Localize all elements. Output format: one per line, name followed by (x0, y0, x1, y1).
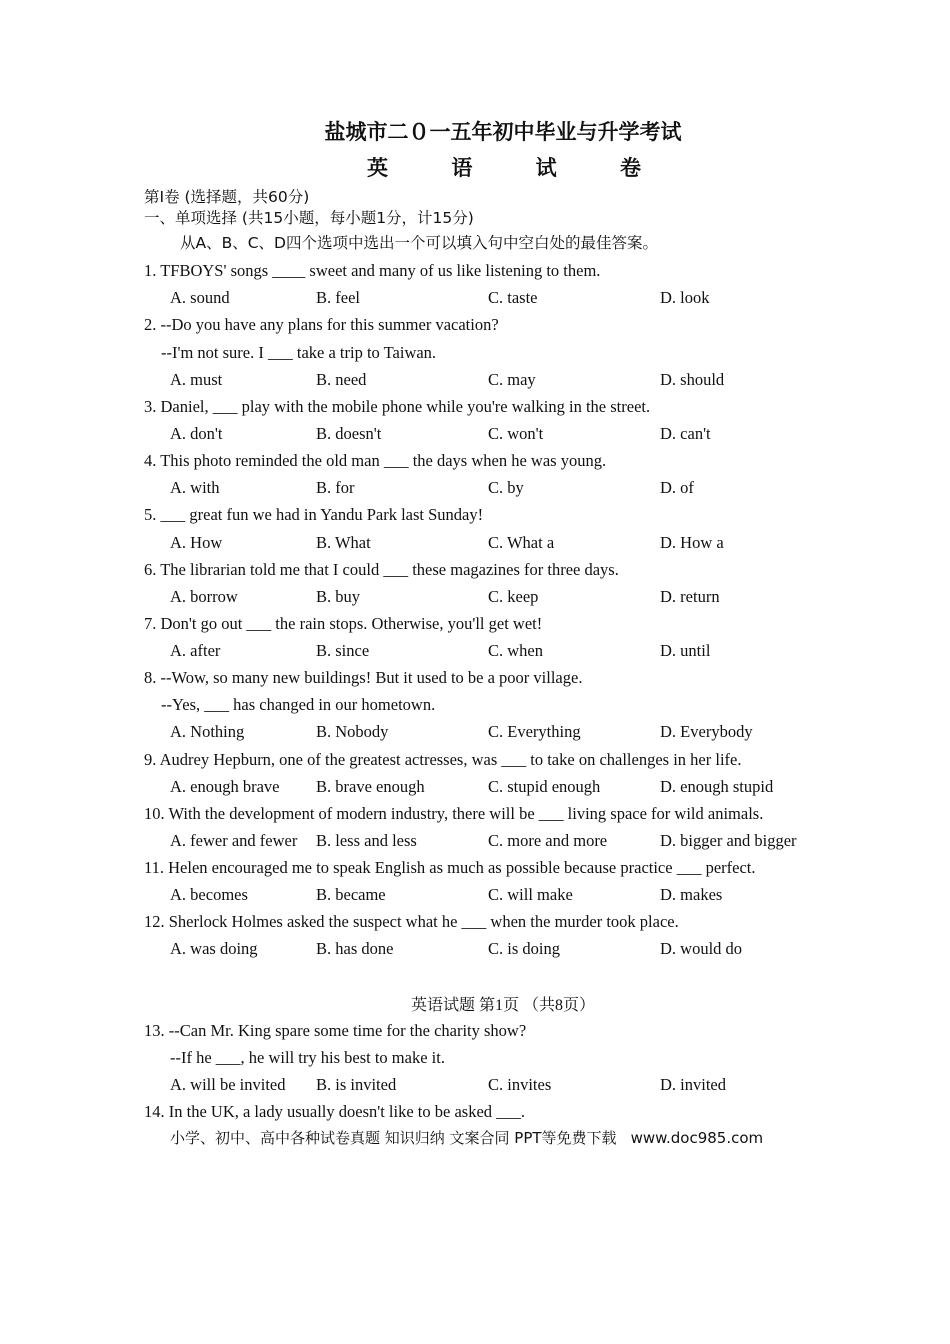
question-stem: 1. TFBOYS' songs ____ sweet and many of us like listening to them. (144, 261, 601, 280)
option-a: A. must (170, 370, 223, 389)
option-a: A. after (170, 641, 221, 660)
option-b: B. since (316, 641, 370, 660)
question-stem: 5. ___ great fun we had in Yandu Park last Sunday! (144, 505, 484, 524)
option-b: B. What (316, 533, 371, 552)
option-b: B. less and less (316, 831, 417, 850)
option-a: A. enough brave (170, 777, 280, 796)
option-d: D. makes (660, 885, 723, 904)
question-stem: 6. The librarian told me that I could ___ these magazines for three days. (144, 560, 619, 579)
question-stem: 11. Helen encouraged me to speak English as much as possible because practice ___ perfect. (144, 858, 756, 877)
option-d: D. invited (660, 1075, 726, 1094)
section-instruction: 从A、B、C、D四个选项中选出一个可以填入句中空白处的最佳答案。 (180, 234, 658, 252)
ad-url[interactable]: www.doc985.com (630, 1129, 764, 1147)
exam-title: 盐城市二０一五年初中毕业与升学考试 (324, 120, 682, 144)
question-stem: 14. In the UK, a lady usually doesn't like to be asked ___. (144, 1102, 526, 1121)
download-ad (170, 1127, 763, 1148)
option-a: A. sound (170, 288, 230, 307)
part-label: 第Ⅰ卷 (选择题，共60分) (144, 188, 310, 206)
option-c: C. taste (488, 288, 538, 307)
option-d: D. Everybody (660, 722, 753, 741)
exam-subtitle: 英 语 试 卷 (367, 156, 669, 180)
option-a: A. with (170, 478, 220, 497)
option-b: B. has done (316, 939, 394, 958)
option-c: C. What a (488, 533, 555, 552)
option-c: C. stupid enough (488, 777, 601, 796)
option-b: B. Nobody (316, 722, 389, 741)
option-b: B. brave enough (316, 777, 425, 796)
page-number: 英语试题 第1页 （共8页） (410, 997, 595, 1014)
option-a: A. was doing (170, 939, 258, 958)
option-c: C. is doing (488, 939, 560, 958)
question-stem: 3. Daniel, ___ play with the mobile phone while you're walking in the street. (144, 397, 651, 416)
question-stem-reply: --Yes, ___ has changed in our hometown. (161, 695, 436, 714)
section-heading: 一、单项选择 (共15小题，每小题1分，计15分) (144, 209, 474, 227)
option-d: D. of (660, 478, 694, 497)
question-stem: 13. --Can Mr. King spare some time for the charity show? (144, 1021, 527, 1040)
question-stem: 7. Don't go out ___ the rain stops. Otherwise, you'll get wet! (144, 614, 543, 633)
option-c: C. will make (488, 885, 573, 904)
option-a: A. borrow (170, 587, 238, 606)
option-d: D. enough stupid (660, 777, 774, 796)
option-b: B. for (316, 478, 355, 497)
option-d: D. return (660, 587, 720, 606)
option-c: C. keep (488, 587, 539, 606)
option-c: C. Everything (488, 722, 581, 741)
option-d: D. should (660, 370, 725, 389)
option-a: A. fewer and fewer (170, 831, 298, 850)
option-a: A. don't (170, 424, 223, 443)
option-d: D. until (660, 641, 711, 660)
option-d: D. can't (660, 424, 711, 443)
option-c: C. when (488, 641, 543, 660)
option-a: A. will be invited (170, 1075, 286, 1094)
option-c: C. more and more (488, 831, 608, 850)
option-d: D. would do (660, 939, 743, 958)
question-stem: 8. --Wow, so many new buildings! But it used to be a poor village. (144, 668, 583, 687)
option-b: B. need (316, 370, 367, 389)
option-c: C. invites (488, 1075, 552, 1094)
ad-text: 小学、初中、高中各种试卷真题 知识归纳 文案合同 PPT等免费下载 (170, 1129, 617, 1147)
option-a: A. How (170, 533, 223, 552)
option-c: C. by (488, 478, 524, 497)
option-a: A. Nothing (170, 722, 245, 741)
option-d: D. bigger and bigger (660, 831, 797, 850)
option-d: D. How a (660, 533, 724, 552)
option-b: B. is invited (316, 1075, 397, 1094)
question-stem-reply: --If he ___, he will try his best to make it. (170, 1048, 445, 1067)
question-stem: 12. Sherlock Holmes asked the suspect what he ___ when the murder took place. (144, 912, 679, 931)
option-c: C. won't (488, 424, 544, 443)
option-c: C. may (488, 370, 536, 389)
option-d: D. look (660, 288, 710, 307)
question-stem: 4. This photo reminded the old man ___ the days when he was young. (144, 451, 607, 470)
question-stem: 10. With the development of modern industry, there will be ___ living space for wild animals. (144, 804, 764, 823)
option-a: A. becomes (170, 885, 248, 904)
option-b: B. became (316, 885, 386, 904)
question-stem: 9. Audrey Hepburn, one of the greatest actresses, was ___ to take on challenges in her life. (144, 750, 742, 769)
question-stem: 2. --Do you have any plans for this summer vacation? (144, 315, 499, 334)
option-b: B. doesn't (316, 424, 382, 443)
option-b: B. feel (316, 288, 360, 307)
question-stem-reply: --I'm not sure. I ___ take a trip to Taiwan. (161, 343, 437, 362)
option-b: B. buy (316, 587, 361, 606)
